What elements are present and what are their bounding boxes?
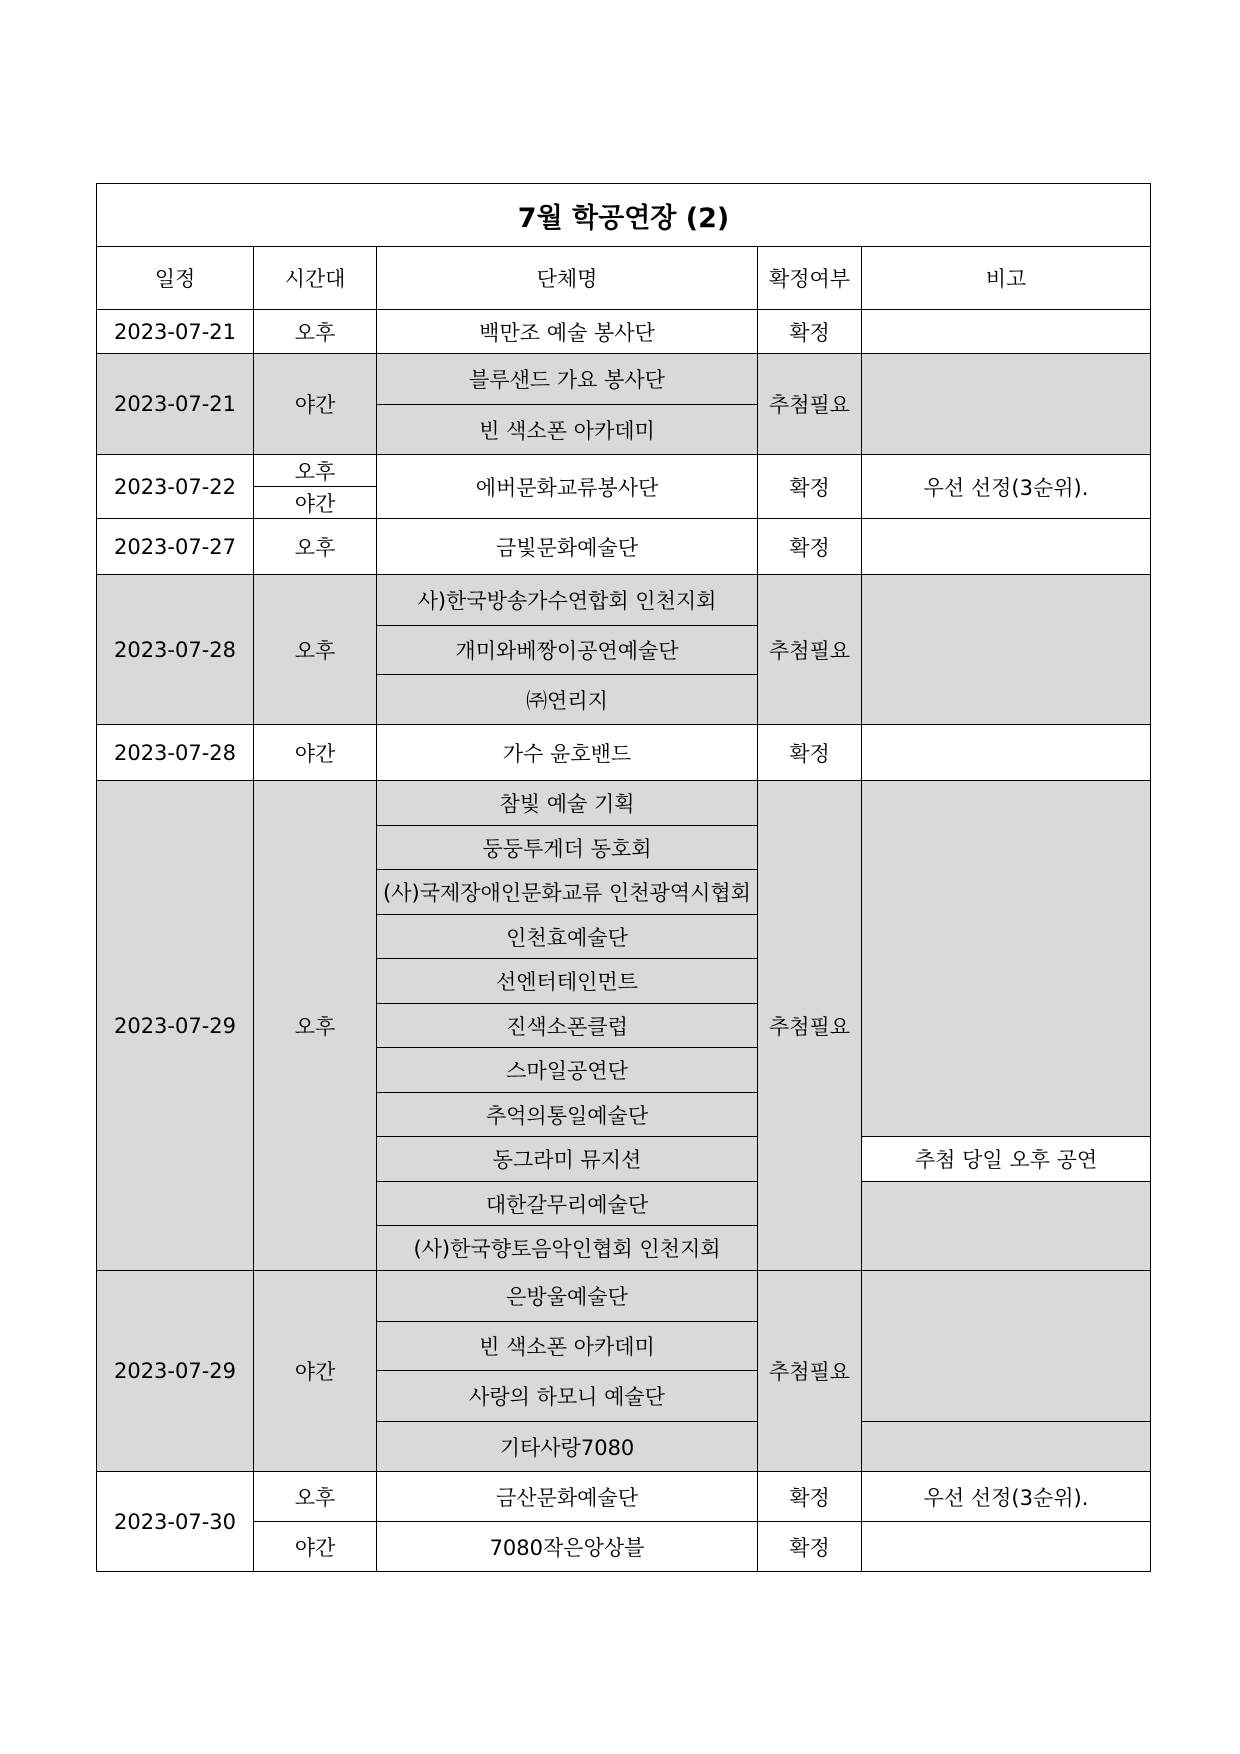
date-cell: 2023-07-30 [97,1472,254,1572]
table-row [97,1522,1151,1572]
note-cell [862,354,1151,455]
date-cell: 2023-07-21 [97,310,254,354]
note-cell [862,575,1151,725]
time-cell: 오후 [254,575,377,725]
status-cell: 추첨필요 [758,781,862,1271]
group-cell: 선엔터테인먼트 [377,959,758,1004]
group-cell: (사)한국향토음악인협회 인천지회 [377,1226,758,1271]
group-cell: 금산문화예술단 [377,1472,758,1522]
group-cell: 추억의통일예술단 [377,1093,758,1137]
group-cell: 개미와베짱이공연예술단 [377,626,758,675]
status-cell: 추첨필요 [758,575,862,725]
group-cell: 스마일공연단 [377,1048,758,1093]
group-cell: 7080작은앙상블 [377,1522,758,1572]
note-cell [862,310,1151,354]
group-cell: 블루샌드 가요 봉사단 [377,354,758,405]
group-cell: ㈜연리지 [377,675,758,725]
time-cell: 야간 [254,1271,377,1472]
time-cell: 야간 [254,725,377,781]
group-cell: 에버문화교류봉사단 [377,455,758,519]
table-title: 7월 학공연장 (2) [97,184,1151,247]
time-cell: 오후 [254,310,377,354]
date-cell: 2023-07-27 [97,519,254,575]
note-cell: 우선 선정(3순위). [862,1472,1151,1522]
note-cell [862,519,1151,575]
group-cell: 동그라미 뮤지션 [377,1137,758,1182]
group-cell: 가수 윤호밴드 [377,725,758,781]
time-cell: 오후 [254,781,377,1271]
time-cell: 오후 [254,455,377,487]
group-cell: 기타사랑7080 [377,1422,758,1472]
header-note: 비고 [862,247,1151,310]
note-cell: 우선 선정(3순위). [862,455,1151,519]
group-cell: 대한갈무리예술단 [377,1182,758,1226]
table-row [97,455,1151,487]
schedule-table [96,183,1151,1572]
time-cell: 야간 [254,354,377,455]
note-cell [862,1422,1151,1472]
group-cell: 사랑의 하모니 예술단 [377,1371,758,1422]
header-group: 단체명 [377,247,758,310]
date-cell: 2023-07-22 [97,455,254,519]
status-cell: 확정 [758,725,862,781]
group-cell: 백만조 예술 봉사단 [377,310,758,354]
group-cell: 참빛 예술 기획 [377,781,758,826]
time-cell: 오후 [254,519,377,575]
status-cell: 확정 [758,455,862,519]
table-row [97,725,1151,781]
time-cell: 야간 [254,1522,377,1572]
note-cell: 추첨 당일 오후 공연 [862,1137,1151,1182]
header-date: 일정 [97,247,254,310]
date-cell: 2023-07-29 [97,781,254,1271]
note-cell [862,1522,1151,1572]
date-cell: 2023-07-21 [97,354,254,455]
time-cell: 오후 [254,1472,377,1522]
group-cell: 진색소폰클럽 [377,1004,758,1048]
group-cell: 빈 색소폰 아카데미 [377,1322,758,1371]
note-cell [862,781,1151,1137]
status-cell: 추첨필요 [758,1271,862,1472]
note-cell [862,1271,1151,1422]
table-row [97,519,1151,575]
header-status: 확정여부 [758,247,862,310]
table-row [97,1271,1151,1322]
status-cell: 확정 [758,310,862,354]
date-cell: 2023-07-28 [97,725,254,781]
group-cell: 사)한국방송가수연합회 인천지회 [377,575,758,626]
table-row [97,354,1151,405]
table-row [97,575,1151,626]
table-row [97,310,1151,354]
group-cell: 빈 색소폰 아카데미 [377,405,758,455]
table-row [97,781,1151,826]
status-cell: 추첨필요 [758,354,862,455]
status-cell: 확정 [758,1522,862,1572]
status-cell: 확정 [758,519,862,575]
title-row [97,184,1151,247]
header-row [97,247,1151,310]
date-cell: 2023-07-29 [97,1271,254,1472]
note-cell [862,1182,1151,1271]
group-cell: 둥둥투게더 동호회 [377,826,758,870]
group-cell: 금빛문화예술단 [377,519,758,575]
group-cell: (사)국제장애인문화교류 인천광역시협회 [377,870,758,915]
time-cell: 야간 [254,487,377,519]
note-cell [862,725,1151,781]
group-cell: 인천효예술단 [377,915,758,959]
header-time: 시간대 [254,247,377,310]
table-row [97,1472,1151,1522]
date-cell: 2023-07-28 [97,575,254,725]
group-cell: 은방울예술단 [377,1271,758,1322]
status-cell: 확정 [758,1472,862,1522]
